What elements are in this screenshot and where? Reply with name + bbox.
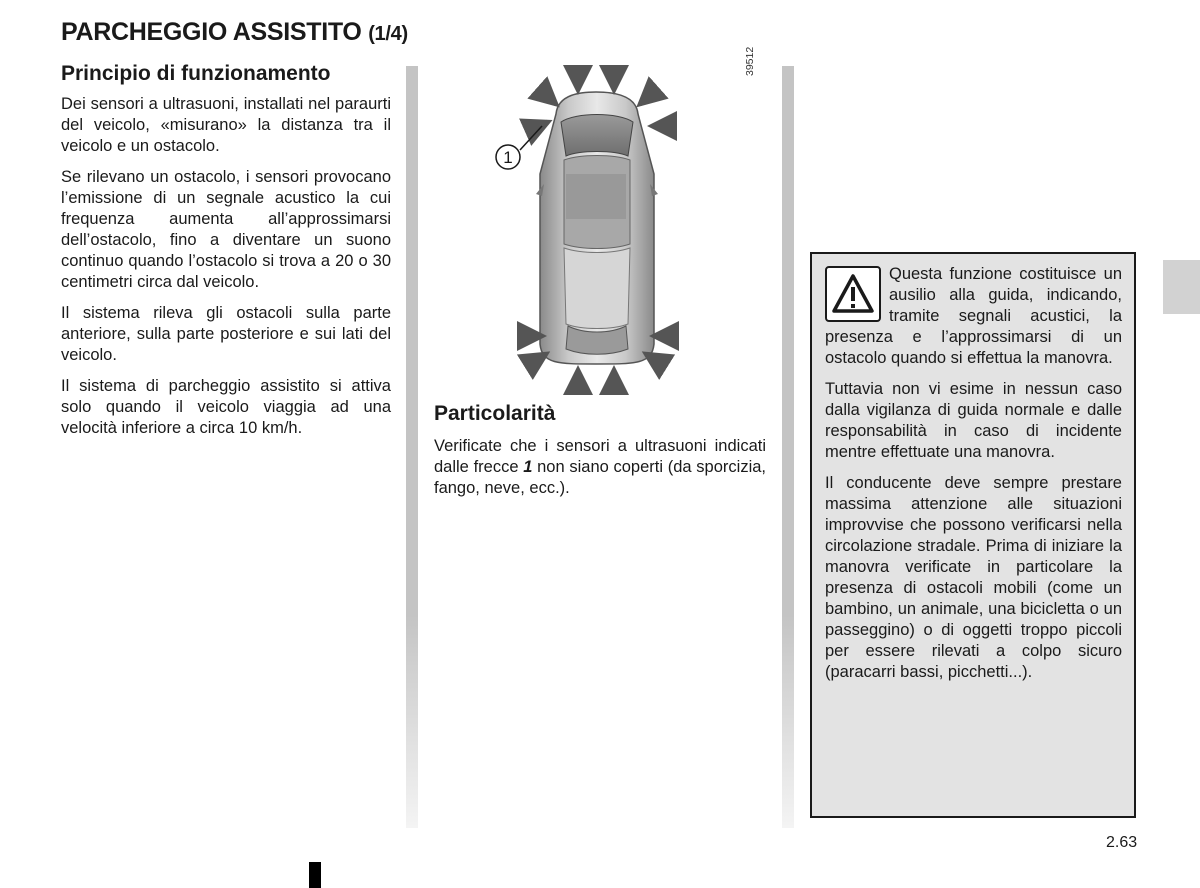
crop-mark (309, 862, 321, 888)
chapter-tab (1163, 260, 1200, 314)
particularities-text-after: non siano coperti (da sporcizia, fango, neve, ecc.). (434, 458, 766, 497)
particularities-text-before: Verificate che i sensori a ultrasuoni indicati dalle frecce (434, 437, 766, 476)
warning-paragraph-2: Tuttavia non vi esime in nessun caso dalla vigilanza di guida normale e dalle responsabilità in caso di incidente mentre effettuate una manovra. (825, 380, 1122, 461)
figure-reference-number: 39512 (744, 46, 756, 76)
particularities-ref: 1 (523, 458, 533, 476)
page-part-indicator: (1/4) (368, 23, 408, 45)
column-divider-right (782, 66, 794, 828)
warning-paragraph-1: Questa funzione costituisce un ausilio alla guida, indicando, tramite segnali acustici, la presenza e l’approssimarsi di un ostacolo quando si effettua la manovra. (825, 265, 1122, 367)
page-title (61, 18, 408, 47)
particularities-paragraph (434, 436, 766, 499)
particularities-section (434, 402, 766, 509)
callout-label: 1 (503, 148, 513, 167)
principle-paragraph-4: Il sistema di parcheggio assistito si attiva solo quando il veicolo viaggia ad una velocità inferiore a circa 10 km/h. (61, 377, 391, 437)
particularities-heading: Particolarità (434, 402, 556, 425)
column-divider-left (406, 66, 418, 828)
car-top-view-diagram (486, 64, 766, 396)
principle-paragraph-2: Se rilevano un ostacolo, i sensori provocano l’emissione di un segnale acustico la cui frequenza aumenta all’approssimarsi dell’ostacolo, fino a diventare un suono continuo quando l’ostacolo si trova a 20 o 30 centimetri circa dal veicolo. (61, 168, 391, 291)
warning-triangle-icon (825, 266, 881, 322)
page-number: 2.63 (1106, 834, 1138, 851)
warning-triangle-graphic (831, 273, 875, 315)
car-body (536, 92, 658, 364)
principle-section (61, 62, 391, 449)
principle-heading: Principio di funzionamento (61, 62, 331, 85)
callout-1 (496, 126, 542, 169)
parking-sensor-illustration (486, 64, 766, 396)
warning-box (810, 252, 1136, 818)
principle-paragraph-3: Il sistema rileva gli ostacoli sulla parte anteriore, sulla parte posteriore e sui lati del veicolo. (61, 304, 391, 364)
page-title-text: PARCHEGGIO ASSISTITO (61, 18, 362, 46)
warning-paragraph-3: Il conducente deve sempre prestare massima attenzione alle situazioni improvvise che possono verificarsi nella circolazione stradale. Prima di iniziare la manovra verificate in particolare la presenza di ostacoli mobili (come un bambino, un animale, una bicicletta o un passeggino) o di oggetti troppo piccoli per essere rilevati a colpo sicuro (paracarri bassi, picchetti...). (825, 474, 1122, 681)
principle-paragraph-1: Dei sensori a ultrasuoni, installati nel paraurti del veicolo, «misurano» la distanza tra il veicolo e un ostacolo. (61, 95, 391, 155)
